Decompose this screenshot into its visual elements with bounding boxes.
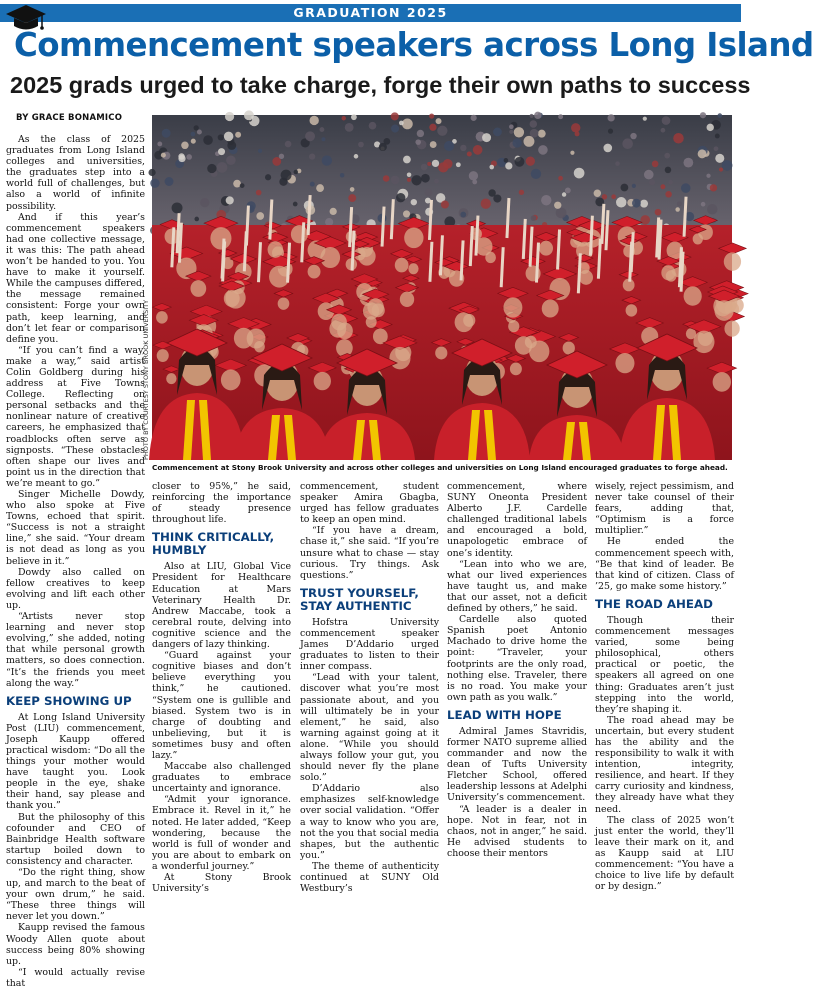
article-paragraph: As the class of 2025 graduates from Long Island colleges and universities, the graduates step into a world full of challenges, but also a world of infinite possibility. — [6, 134, 145, 212]
article-paragraph: commencement, where SUNY Oneonta President Alberto J.F. Cardelle challenged traditional labels and encouraged a bold, unapologetic embrace of one’s identity. — [447, 481, 587, 559]
section-heading: THE ROAD AHEAD — [595, 596, 713, 611]
article-paragraph: “Guard against your cognitive biases and don’t believe everything you think,” he cautioned. “System one is gullible and biased. System two is in charge of doubting and unbelieving, but it is sometimes busy and often lazy.” — [152, 650, 291, 761]
section-heading: TRUST YOURSELF, STAY AUTHENTIC — [300, 585, 419, 613]
article-column-2 — [152, 481, 291, 894]
byline: BY GRACE BONAMICO — [16, 113, 123, 123]
article-paragraph: “Admit your ignorance. Embrace it. Revel in it,” he noted. He later added, “Keep wondering, because the world is full of wonder and you are about to embark on a wonderful journey.” — [152, 794, 291, 872]
article-paragraph: Cardelle also quoted Spanish poet Antonio Machado to drive home the point: “Traveler, your footprints are the only road, nothing else. Traveler, there is no road. You make your own path as you walk.” — [447, 614, 587, 703]
section-heading: THINK CRITICALLY, HUMBLY — [152, 530, 275, 558]
article-paragraph: And if this year’s commencement speakers had one collective message, it was this: The path ahead won’t be handed to you. You have to make it yourself. While the campuses differed, the message remained consistent: Forge your own path, keep learning, and don’t let fear or comparison define you. — [6, 211, 145, 345]
headline: Commencement speakers across Long Island — [14, 26, 814, 64]
article-column-3 — [300, 481, 439, 894]
article-column-4 — [447, 481, 587, 859]
article-paragraph: Hofstra University commencement speaker James D’Addario urged graduates to listen to their inner compass. — [300, 616, 439, 673]
graduation-photo — [152, 115, 732, 460]
article-paragraph: Though their commencement messages varied, some being philosophical, others practical or poetic, the speakers all agreed on one thing: Graduates aren’t just stepping into the world, they’re shaping it. — [595, 614, 734, 715]
photo-caption: Commencement at Stony Brook University and across other colleges and universities on Long Island encouraged graduates to forge ahead. — [152, 463, 728, 472]
article-paragraph: But the philosophy of this cofounder and CEO of Bainbridge Health software startup boiled down to consistency and character. — [6, 811, 145, 867]
section-heading: KEEP SHOWING UP — [6, 693, 132, 708]
section-heading: LEAD WITH HOPE — [447, 707, 562, 722]
subheadline: 2025 grads urged to take charge, forge their own paths to success — [10, 72, 751, 98]
article-paragraph: “Do the right thing, show up, and march to the beat of your own drum,” he said. “These three things will never let you down.” — [6, 867, 145, 923]
article-paragraph: The theme of authenticity continued at SUNY Old Westbury’s — [300, 860, 439, 895]
article-paragraph: “I would actually revise that — [6, 966, 145, 989]
photo-credit-text: PHOTO BY COURTESY STONY BROOK UNIVERSITY — [142, 299, 150, 460]
article-paragraph: Maccabe also challenged graduates to embrace uncertainty and ignorance. — [152, 761, 291, 795]
article-paragraph: At Long Island University Post (LIU) commencement, Joseph Kaupp offered practical wisdom: “Do all the things your mother would have taught you. Look people in the eye, shake their hand, say please and thank you.” — [6, 711, 145, 812]
section-banner — [0, 4, 741, 22]
article-paragraph: Also at LIU, Global Vice President for Healthcare Education at Mars Veterinary Health Dr. Andrew Maccabe, took a cerebral route, delving into cognitive science and the dangers of lazy thinking. — [152, 561, 291, 651]
article-paragraph: “Artists never stop learning and never stop evolving,” she added, noting that while personal growth matters, so does connection. “It’s the friends you meet along the way.” — [6, 611, 145, 689]
article-paragraph: D’Addario also emphasizes self-knowledge over social validation. “Offer a way to know who you are, not the you that social media shapes, but the authentic you.” — [300, 783, 439, 861]
article-column-5 — [595, 481, 734, 892]
article-column-1 — [6, 134, 145, 989]
article-paragraph: Singer Michelle Dowdy, who also spoke at Five Towns, echoed that spirit. “Success is not a straight line,” she said. “Your dream is not dead as long as you believe in it.” — [6, 489, 145, 567]
article-paragraph: Admiral James Stavridis, former NATO supreme allied commander and now the dean of Tufts University Fletcher School, offered leadership lessons at Adelphi University’s commencement. — [447, 725, 587, 804]
article-paragraph: “A leader is a dealer in hope. Not in fear, not in chaos, not in anger,” he said. He advised students to choose their mentors — [447, 803, 587, 859]
article-paragraph: He ended the commencement speech with, “Be that kind of leader. Be that kind of citizen. Class of ’25, go make some history.” — [595, 536, 734, 592]
section-banner-label: GRADUATION 2025 — [293, 5, 448, 20]
article-paragraph: “Lean into who we are, what our lived experiences have taught us, and make that our asset, not a deficit defined by others,” he said. — [447, 558, 587, 615]
article-paragraph: closer to 95%,” he said, reinforcing the importance of steady presence throughout life. — [152, 481, 291, 526]
article-paragraph: At Stony Brook University’s — [152, 872, 291, 895]
article-paragraph: “If you have a dream, chase it,” she said. “If you’re unsure what to chase — stay curious. Try things. Ask questions.” — [300, 525, 439, 581]
article-paragraph: Dowdy also called on fellow creatives to keep evolving and lift each other up. — [6, 566, 145, 611]
article-paragraph: commencement, student speaker Amira Gbagba, urged has fellow graduates to keep an open mind. — [300, 481, 439, 526]
article-paragraph: “Lead with your talent, discover what you’re most passionate about, and you will ultimately be in your element,” he said, also warning against going at it alone. “While you should always follow your gut, you should never fly the plane solo.” — [300, 672, 439, 784]
article-paragraph: The road ahead may be uncertain, but every student has the ability and the responsibility to walk it with intention, integrity, resilience, and heart. If they carry curiosity and kindness, they already have what they need. — [595, 714, 734, 815]
article-paragraph: “If you can’t find a way, make a way,” said artist Colin Goldberg during his address at Five Towns College. Reflecting on personal setbacks and the nonlinear nature of creative careers, he emphasized that roadblocks often serve as signposts. “These obstacles often shape our lives and point us in the direction that we’re meant to go.” — [6, 344, 145, 489]
article-paragraph: wisely, reject pessimism, and never take counsel of their fears, adding that, “Optimism is a force multiplier.” — [595, 481, 734, 537]
article-paragraph: Kaupp revised the famous Woody Allen quote about success being 80% showing up. — [6, 922, 145, 967]
article-paragraph: The class of 2025 won’t just enter the world, they’ll leave their mark on it, and as Kaupp said at LIU commencement: “You have a choice to live life by default or by design.” — [595, 814, 734, 893]
